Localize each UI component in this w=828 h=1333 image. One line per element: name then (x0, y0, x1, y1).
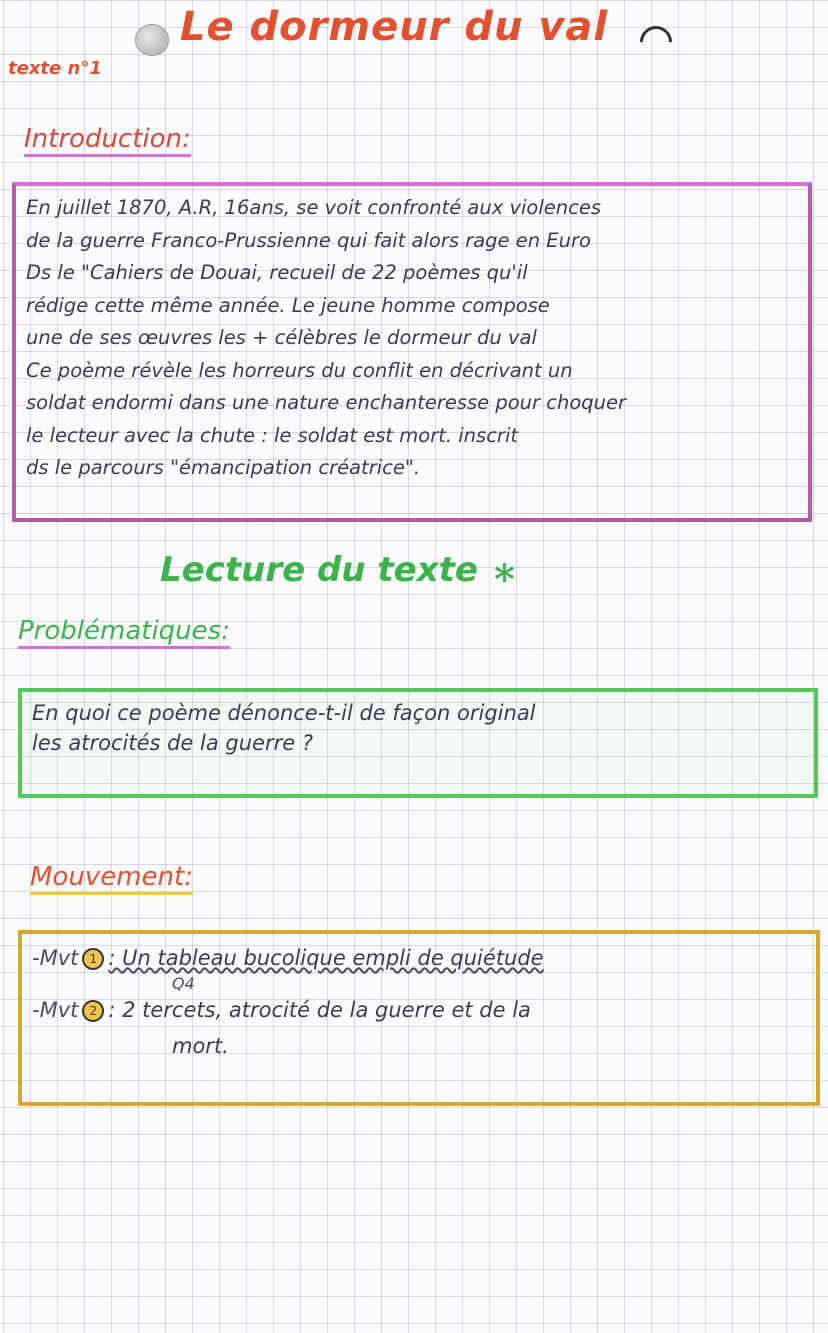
intro-line: de la guerre Franco-Prussienne qui fait alors rage en Euro (26, 228, 591, 252)
star-icon: * (494, 556, 515, 603)
intro-line: En juillet 1870, A.R, 16ans, se voit confronté aux violences (26, 196, 601, 219)
problematique-heading: Problématiques: (18, 616, 230, 649)
circled-number-icon: 2 (82, 1000, 104, 1022)
problematique-box (18, 688, 818, 798)
coin-sticker-icon (135, 24, 169, 56)
mouvement-text: : 2 tercets, atrocité de la guerre et de la (108, 998, 531, 1022)
mouvement-box (18, 930, 820, 1106)
mouvement-note: Q4 (172, 974, 195, 993)
lecture-heading: Lecture du texte (160, 550, 478, 590)
mouvement-item (32, 940, 806, 976)
mouvement-continuation: mort. (172, 1034, 229, 1058)
intro-line: Ce poème révèle les horreurs du conflit en décrivant un (26, 358, 573, 382)
intro-line: le lecteur avec la chute : le soldat est mort. inscrit (26, 423, 519, 447)
circled-number-icon: 1 (82, 948, 104, 970)
introduction-box (12, 182, 812, 522)
page-title: Le dormeur du val (180, 4, 609, 50)
introduction-heading: Introduction: (24, 124, 191, 157)
problematique-line: les atrocités de la guerre ? (32, 731, 313, 755)
mouvement-text: : Un tableau bucolique empli de quiétude (108, 946, 544, 970)
intro-line: Ds le "Cahiers de Douai, recueil de 22 poèmes qu'il (26, 261, 528, 284)
mouvement-item (32, 992, 806, 1028)
mouvement-heading: Mouvement: (30, 862, 193, 895)
intro-line: rédige cette même année. Le jeune homme compose (26, 293, 550, 317)
arc-doodle-icon (633, 19, 678, 64)
intro-line: une de ses œuvres les + célèbres le dormeur du val (26, 326, 537, 349)
intro-line: ds le parcours "émancipation créatrice". (26, 456, 421, 479)
mouvement-label: -Mvt (32, 946, 79, 970)
texte-number-label: texte n°1 (8, 58, 102, 79)
problematique-line: En quoi ce poème dénonce-t-il de façon original (32, 701, 536, 725)
intro-line: soldat endormi dans une nature enchanteresse pour choquer (26, 391, 627, 414)
mouvement-label: -Mvt (32, 998, 79, 1022)
